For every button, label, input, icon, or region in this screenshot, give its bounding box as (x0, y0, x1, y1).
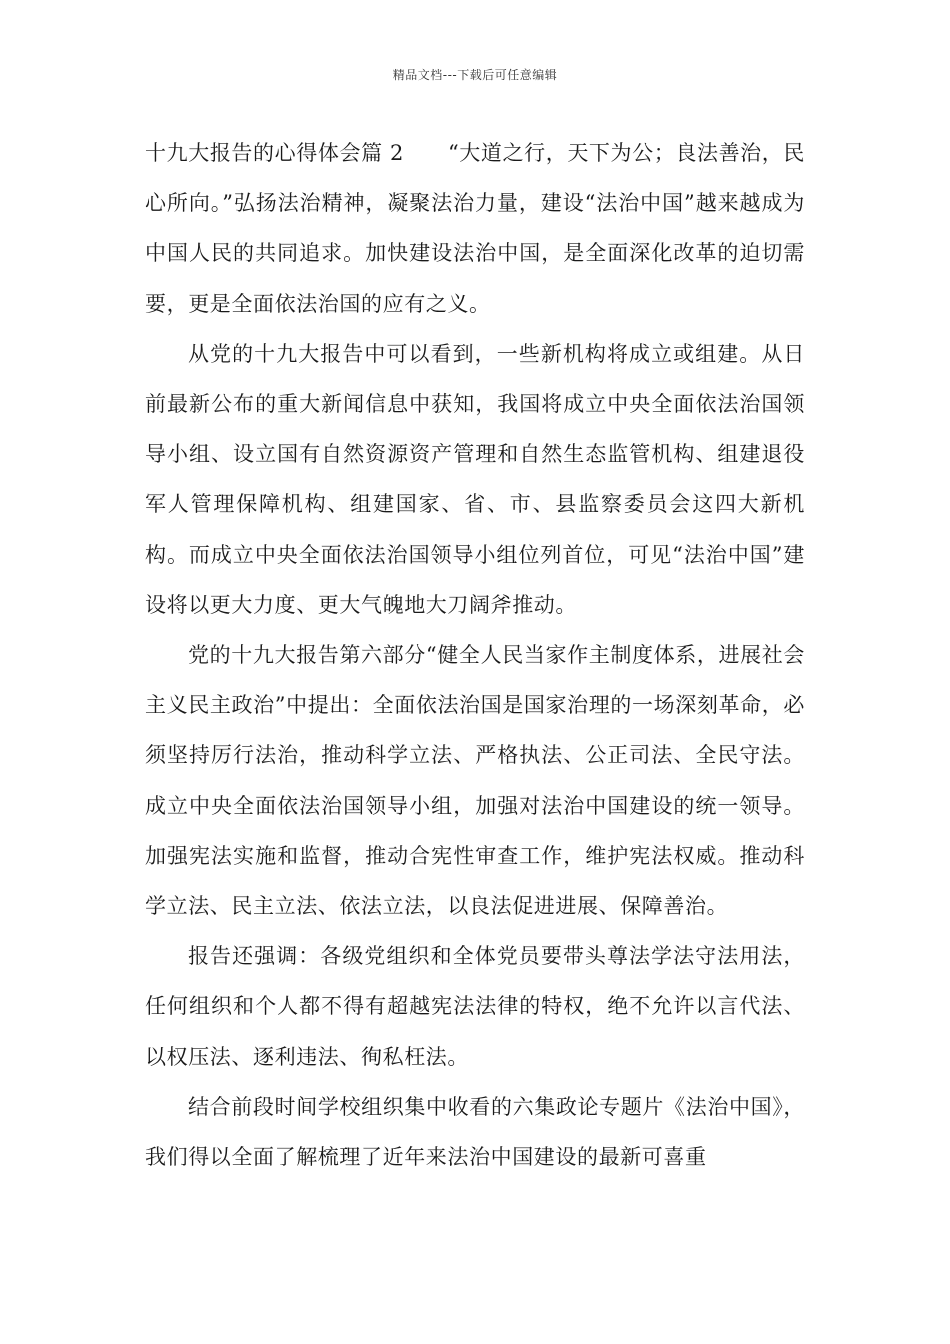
paragraph-3: 党的十九大报告第六部分“健全人民当家作主制度体系，进展社会主义民主政治”中提出：全面依法治国是国家治理的一场深刻革命，必须坚持厉行法治，推动科学立法、严格执法、公正司法、全民守法。成立中央全面依法治国领导小组，加强对法治中国建设的统一领导。加强宪法实施和监督，推动合宪性审查工作，维护宪法权威。推动科学立法、民主立法、依法立法，以良法促进进展、保障善治。 (145, 643, 805, 919)
paragraph-4: 报告还强调：各级党组织和全体党员要带头尊法学法守法用法，任何组织和个人都不得有超越宪法法律的特权，绝不允许以言代法、以权压法、逐利违法、徇私枉法。 (145, 944, 805, 1069)
document-body (145, 128, 805, 1182)
paragraph-5: 结合前段时间学校组织集中收看的六集政论专题片《法治中国》，我们得以全面了解梳理了近年来法治中国建设的最新可喜重 (145, 1094, 805, 1170)
opening-quote-paragraph: “大道之行，天下为公；良法善治，民心所向。”弘扬法治精神，凝聚法治力量，建设“法治中国”越来越成为中国人民的共同追求。加快建设法治中国，是全面深化改革的迫切需要，更是全面依法治国的应有之义。 (145, 141, 805, 316)
paragraph-2: 从党的十九大报告中可以看到，一些新机构将成立或组建。从日前最新公布的重大新闻信息中获知，我国将成立中央全面依法治国领导小组、设立国有自然资源资产管理和自然生态监管机构、组建退役军人管理保障机构、组建国家、省、市、县监察委员会这四大新机构。而成立中央全面依法治国领导小组位列首位，可见“法治中国”建设将以更大力度、更大气魄地大刀阔斧推动。 (145, 341, 805, 617)
paragraph-1 (145, 128, 805, 329)
essay-title: 十九大报告的心得体会篇 2 (145, 141, 404, 165)
page-header: 精品文档---下载后可任意编辑 (392, 68, 558, 82)
